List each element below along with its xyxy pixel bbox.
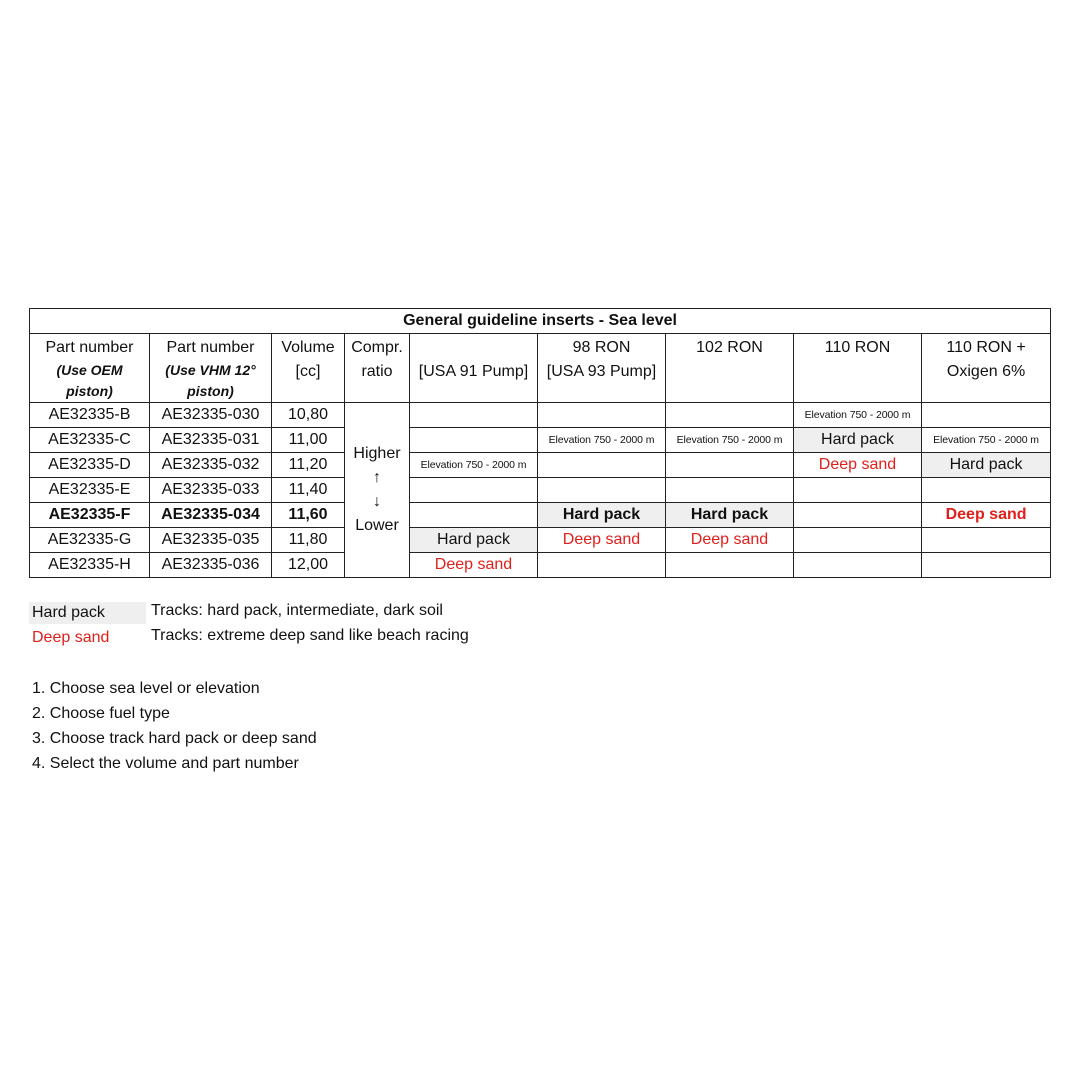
header-sublabel: (Use OEM piston) (56, 362, 123, 399)
part-number-vhm-cell: AE32335-036 (150, 553, 272, 578)
header-volume (272, 334, 345, 403)
fuel-recommendation-cell (538, 478, 666, 503)
fuel-recommendation-cell: Elevation 750 - 2000 m (410, 453, 538, 478)
step-item: 1. Choose sea level or elevation (32, 680, 260, 697)
header-unit: [cc] (295, 363, 321, 380)
ratio-lower-label: Lower (355, 517, 399, 534)
header-label: 110 RON (824, 339, 891, 356)
header-label (410, 336, 537, 360)
fuel-recommendation-cell (794, 503, 922, 528)
fuel-recommendation-cell (922, 553, 1051, 578)
fuel-recommendation-cell: Elevation 750 - 2000 m (538, 428, 666, 453)
fuel-recommendation-cell (410, 428, 538, 453)
fuel-recommendation-cell (922, 403, 1051, 428)
fuel-recommendation-cell (666, 403, 794, 428)
part-number-vhm-cell: AE32335-033 (150, 478, 272, 503)
fuel-recommendation-cell: Deep sand (538, 528, 666, 553)
fuel-recommendation-cell: Hard pack (922, 453, 1051, 478)
header-sublabel: Oxigen 6% (946, 363, 1026, 380)
step-item: 4. Select the volume and part number (32, 755, 299, 772)
fuel-recommendation-cell (410, 403, 538, 428)
table-row (30, 503, 1051, 528)
header-label: Part number (45, 339, 134, 356)
fuel-recommendation-cell: Hard pack (538, 503, 666, 528)
header-label: Compr. (351, 339, 403, 356)
part-number-vhm-cell: AE32335-030 (150, 403, 272, 428)
header-part-number-oem (30, 334, 150, 403)
volume-cell: 11,00 (272, 428, 345, 453)
header-label: Part number (166, 339, 255, 356)
fuel-recommendation-cell: Hard pack (666, 503, 794, 528)
volume-cell: 11,80 (272, 528, 345, 553)
volume-cell: 12,00 (272, 553, 345, 578)
arrow-down-icon: ↓ (373, 493, 381, 510)
part-number-vhm-cell: AE32335-031 (150, 428, 272, 453)
fuel-recommendation-cell (922, 528, 1051, 553)
part-number-oem-cell: AE32335-F (30, 503, 150, 528)
header-fuel-usa91 (410, 334, 538, 403)
header-fuel-110ron-oxygen (922, 334, 1051, 403)
fuel-recommendation-cell (666, 453, 794, 478)
instruction-steps (32, 676, 317, 776)
fuel-recommendation-cell: Deep sand (922, 503, 1051, 528)
header-label: 102 RON (696, 339, 763, 356)
header-sublabel: [USA 93 Pump] (546, 363, 657, 380)
table-row (30, 453, 1051, 478)
header-fuel-102ron (666, 334, 794, 403)
arrow-up-icon: ↑ (373, 469, 381, 486)
part-number-vhm-cell: AE32335-032 (150, 453, 272, 478)
header-part-number-vhm (150, 334, 272, 403)
table-title: General guideline inserts - Sea level (30, 309, 1051, 334)
legend-deep-sand-swatch: Deep sand (32, 629, 110, 646)
fuel-recommendation-cell (538, 453, 666, 478)
fuel-recommendation-cell: Hard pack (794, 428, 922, 453)
header-sublabel: (Use VHM 12° piston) (165, 362, 256, 399)
legend-deep-sand-description: Tracks: extreme deep sand like beach racing (151, 627, 469, 644)
legend-hard-pack-description: Tracks: hard pack, intermediate, dark soil (151, 602, 443, 619)
fuel-recommendation-cell (794, 528, 922, 553)
step-item: 3. Choose track hard pack or deep sand (32, 730, 317, 747)
header-label: ratio (361, 363, 393, 380)
header-row (30, 334, 1051, 403)
volume-cell: 11,40 (272, 478, 345, 503)
table-row (30, 553, 1051, 578)
fuel-recommendation-cell (538, 403, 666, 428)
header-sublabel: [USA 91 Pump] (418, 363, 529, 380)
part-number-vhm-cell: AE32335-035 (150, 528, 272, 553)
fuel-recommendation-cell (666, 478, 794, 503)
table-row (30, 478, 1051, 503)
part-number-oem-cell: AE32335-H (30, 553, 150, 578)
fuel-recommendation-cell (666, 553, 794, 578)
fuel-recommendation-cell: Deep sand (794, 453, 922, 478)
volume-cell: 11,60 (272, 503, 345, 528)
step-item: 2. Choose fuel type (32, 705, 170, 722)
fuel-recommendation-cell: Deep sand (410, 553, 538, 578)
header-fuel-98ron (538, 334, 666, 403)
fuel-recommendation-cell (922, 478, 1051, 503)
compression-ratio-cell (345, 403, 410, 578)
table-row (30, 428, 1051, 453)
header-label: Volume (281, 339, 335, 356)
part-number-oem-cell: AE32335-G (30, 528, 150, 553)
volume-cell: 10,80 (272, 403, 345, 428)
header-fuel-110ron (794, 334, 922, 403)
fuel-recommendation-cell (538, 553, 666, 578)
table-row (30, 528, 1051, 553)
table-row (30, 403, 1051, 428)
fuel-recommendation-cell: Elevation 750 - 2000 m (666, 428, 794, 453)
fuel-recommendation-cell (410, 503, 538, 528)
guideline-table (29, 308, 1051, 578)
header-compression-ratio (345, 334, 410, 403)
fuel-recommendation-cell: Elevation 750 - 2000 m (922, 428, 1051, 453)
header-label: 110 RON + (946, 339, 1026, 356)
part-number-oem-cell: AE32335-B (30, 403, 150, 428)
part-number-vhm-cell: AE32335-034 (150, 503, 272, 528)
part-number-oem-cell: AE32335-E (30, 478, 150, 503)
volume-cell: 11,20 (272, 453, 345, 478)
fuel-recommendation-cell (410, 478, 538, 503)
fuel-recommendation-cell: Deep sand (666, 528, 794, 553)
fuel-recommendation-cell: Elevation 750 - 2000 m (794, 403, 922, 428)
fuel-recommendation-cell (794, 478, 922, 503)
legend-hard-pack-swatch: Hard pack (29, 602, 146, 624)
part-number-oem-cell: AE32335-D (30, 453, 150, 478)
ratio-higher-label: Higher (353, 445, 401, 462)
fuel-recommendation-cell (794, 553, 922, 578)
fuel-recommendation-cell: Hard pack (410, 528, 538, 553)
part-number-oem-cell: AE32335-C (30, 428, 150, 453)
header-label: 98 RON (572, 339, 631, 356)
